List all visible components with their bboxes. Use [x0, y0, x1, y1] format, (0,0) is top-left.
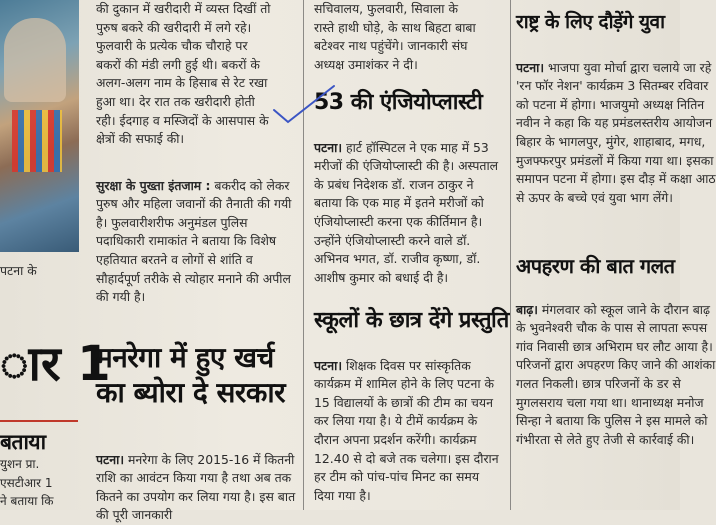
angioplasty-text: हार्ट हॉस्पिटल ने एक माह में 53 मरीजों की एंजियोप्लास्टी की है। अस्पताल के प्रबंध निदेशक डॉ. राजन ठाकुर ने बताया कि एक माह में इतने मरीजों को एंजियोप्लास्टी करना एक कीर्तिमान है। उन्होंने एंजियोप्लास्टी करने वाले डॉ. अभिनव भगत, डॉ. राजीव कृष्णा, डॉ. आशीष कुमार को बधाई दी है। — [314, 139, 499, 285]
security-paragraph — [96, 158, 296, 307]
column-divider-1 — [303, 0, 304, 510]
manrega-body — [96, 432, 296, 525]
manrega-text: मनरेगा के लिए 2015-16 में कितनी राशि का आवंटन किया गया है तथा अब तक कितने का उपयोग कर लिया गया है। इस बात की पूरी जानकारी — [96, 451, 296, 523]
angioplasty-dateline: पटना। — [314, 139, 343, 155]
bottom-left-text: युशन प्रा. एसटीआर 1 ने बताया कि — [0, 457, 54, 509]
pen-check-mark — [270, 80, 340, 130]
big-digit-headline: ार 1 — [0, 336, 111, 392]
angioplasty-body — [314, 120, 502, 287]
bottom-left-head: बताया — [0, 430, 46, 454]
school-body — [314, 338, 502, 505]
manrega-dateline: पटना। — [96, 451, 125, 467]
column-middle — [310, 0, 509, 510]
photo-figure — [4, 18, 66, 102]
manrega-headline: मनरेगा में हुए खर्च का ब्योरा दे सरकार — [96, 341, 286, 409]
bottom-left-rule — [0, 420, 78, 422]
news-photo — [0, 0, 79, 252]
security-subhead: सुरक्षा के पुख्ता इंतजाम : — [96, 177, 211, 193]
column-divider-2 — [510, 0, 511, 510]
school-dateline: पटना। — [314, 357, 343, 373]
run-for-nation-dateline: पटना। — [516, 59, 545, 75]
column-right — [516, 0, 716, 510]
bakrid-text-top: की दुकान में खरीदारी में व्यस्त दिखीं तो पुरुष बकरे की खरीदारी में लगे रहे। फुलवारी के प्रत्येक चौक चौराहे पर बकरों की मंडी लगी हुई थी। बकरों के अलग-अलग नाम के हिसाब से रेट रखा हुआ था। देर रात तक खरीदारी होती रही। ईदगाह व मस्जिदों के आसपास के क्षेत्रों की सफाई की। — [96, 1, 271, 147]
run-for-nation-headline: राष्ट्र के लिए दौड़ेंगे युवा — [516, 11, 665, 33]
angioplasty-headline: 53 की एंजियोप्लास्टी — [314, 90, 483, 115]
photo-caption: पटना के — [0, 263, 37, 278]
run-for-nation-text: भाजपा युवा मोर्चा द्वारा चलाये जा रहे 'रन फॉर नेशन' कार्यक्रम 3 सितम्बर रविवार को पटना में होगा। भाजयुमो अध्यक्ष नितिन नवीन ने कहा कि यह प्रमंडलस्तरीय आयोजन बिहार के भागलपुर, मुंगेर, शाहाबाद, मगध, मुजफ्फरपुर प्रमंडलों में किया गया था। इसका समापन पटना में होगा। इस दौड़ में कक्षा आठ से ऊपर के बच्चे एवं युवा भाग लेंगे। — [516, 59, 716, 205]
security-text: बकरीद को लेकर पुरुष और महिला जवानों की तैनाती की गयी है। फुलवारीशरीफ अनुमंडल पुलिस पदाधिकारी रामाकांत ने बताया कि विशेष एहतियात बरतने व लोगों से शांति व सौहार्दपूर्ण तरीके से त्योहार मनाने की अपील की गयी है। — [96, 177, 292, 305]
run-for-nation-body — [516, 40, 716, 207]
kidnap-text: मंगलवार को स्कूल जाने के दौरान बाढ़ के भुवनेश्वरी चौक के पास से लापता रूपस गांव निवासी छात्र अभिराम घर लौट आया है। परिजनों द्वारा अपहरण किए जाने की आशंका गलत निकली। छात्र परिजनों के डर से मुगलसराय चला गया था। थानाध्यक्ष मनोज सिन्हा ने बताया कि पुलिस ने इस मामले को गंभीरता से लेते हुए तेजी से कार्रवाई की। — [516, 301, 716, 447]
kidnap-body — [516, 282, 716, 449]
procession-text: सचिवालय, फुलवारी, सिवाला के रास्ते हाथी घोड़े, के साथ बिहटा बाबा बटेश्वर नाथ पहुंचेंगे। जानकारी संघ अध्यक्ष उमाशंकर ने दी। — [314, 1, 476, 72]
check-stroke — [274, 86, 334, 122]
school-headline: स्कूलों के छात्र देंगे प्रस्तुति — [314, 308, 509, 333]
column-left — [0, 0, 300, 523]
kidnap-dateline: बाढ़। — [516, 301, 538, 317]
kidnap-headline: अपहरण की बात गलत — [516, 254, 675, 278]
photo-banner — [12, 110, 62, 172]
school-text: शिक्षक दिवस पर सांस्कृतिक कार्यक्रम में शामिल होने के लिए पटना के 15 विद्यालयों के छात्रों की टीम का चयन कर लिया गया है। ये टीमें कार्यक्रम के दौरान अपना प्रदर्शन करेंगी। कार्यक्रम 12.40 से दो बजे तक चलेगा। इस दौरान हर टीम को पांच-पांच मिनट का समय दिया गया है। — [314, 357, 499, 503]
